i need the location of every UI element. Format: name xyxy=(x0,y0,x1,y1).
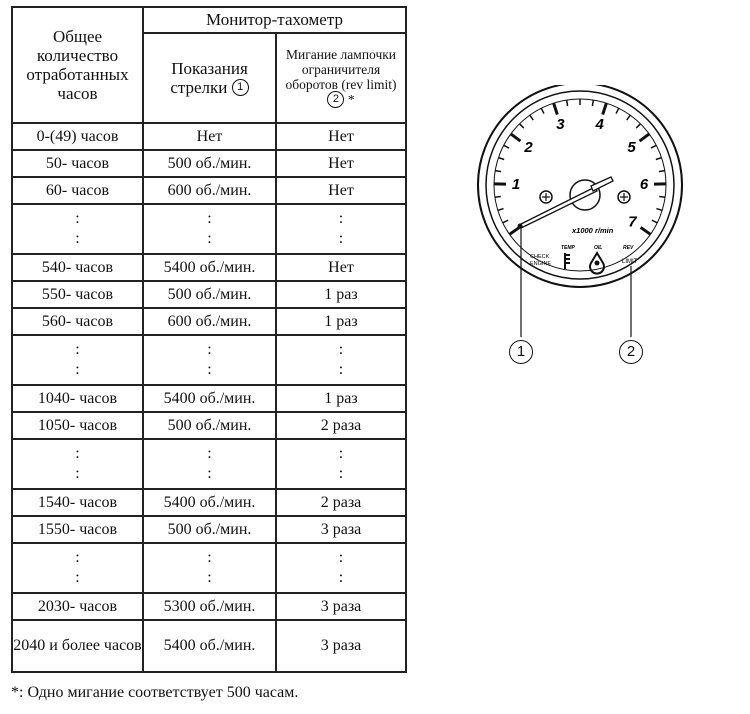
table-row xyxy=(12,620,406,672)
gauge-number: 1 xyxy=(511,176,521,194)
ellipsis-cell xyxy=(143,204,276,254)
footnote: *: Одно мигание соответствует 500 часам. xyxy=(11,684,299,701)
vertical-ellipsis: : xyxy=(338,465,344,482)
table-row xyxy=(12,516,406,543)
blink-count-cell: Нет xyxy=(276,177,406,204)
vertical-ellipsis: : xyxy=(75,569,80,586)
header-needle-reading xyxy=(143,33,276,123)
table-row xyxy=(12,204,406,254)
check-engine-label-line2: ENGINE xyxy=(530,261,552,267)
hours-cell: 50- часов xyxy=(12,150,143,177)
hours-cell: 1540- часов xyxy=(12,489,143,516)
tachometer-illustration xyxy=(460,85,700,375)
vertical-ellipsis: : xyxy=(338,569,344,586)
blink-count-cell: Нет xyxy=(276,123,406,150)
hours-cell: 540- часов xyxy=(12,254,143,281)
hours-cell: 1050- часов xyxy=(12,412,143,439)
header-needle-label: Показания стрелки xyxy=(170,58,248,97)
blink-count-cell: 3 раза xyxy=(276,516,406,543)
needle-reading-cell: 5400 об./мин. xyxy=(143,254,276,281)
table-row xyxy=(12,281,406,308)
table-row xyxy=(12,543,406,593)
ellipsis-cell xyxy=(143,543,276,593)
ellipsis-cell xyxy=(143,335,276,385)
callout-marker-1: 1 xyxy=(232,79,249,96)
table-row xyxy=(12,593,406,620)
vertical-ellipsis: : xyxy=(75,549,80,566)
oil-label: OIL xyxy=(594,245,603,251)
gauge-tick xyxy=(659,171,665,172)
needle-reading-cell: 500 об./мин. xyxy=(143,516,276,543)
header-blink-label: Мигание лампочки ограничителя оборотов (rev limit) xyxy=(285,46,397,92)
rev-label: REV xyxy=(623,245,634,251)
table-row xyxy=(12,385,406,412)
vertical-ellipsis: : xyxy=(338,445,344,462)
table-row xyxy=(12,439,406,489)
callout-2: 2 xyxy=(619,340,643,364)
vertical-ellipsis: : xyxy=(75,341,80,358)
vertical-ellipsis: : xyxy=(207,445,212,462)
gauge-tick xyxy=(495,171,501,172)
ellipsis-cell xyxy=(276,204,406,254)
blink-count-cell: 1 раз xyxy=(276,308,406,335)
vertical-ellipsis: : xyxy=(338,210,344,227)
needle-reading-cell: 600 об./мин. xyxy=(143,177,276,204)
vertical-ellipsis: : xyxy=(207,341,212,358)
needle-reading-cell: Нет xyxy=(143,123,276,150)
hours-cell: 1040- часов xyxy=(12,385,143,412)
needle-reading-cell: 5300 об./мин. xyxy=(143,593,276,620)
needle-tip xyxy=(518,224,523,229)
gauge-number: 6 xyxy=(639,176,649,194)
hours-cell: 1550- часов xyxy=(12,516,143,543)
vertical-ellipsis: : xyxy=(75,361,80,378)
needle-reading-cell: 500 об./мин. xyxy=(143,150,276,177)
temp-label: TEMP xyxy=(561,245,575,251)
table-row xyxy=(12,254,406,281)
table-row xyxy=(12,177,406,204)
vertical-ellipsis: : xyxy=(338,549,344,566)
gauge-tick xyxy=(592,100,593,106)
ellipsis-cell xyxy=(12,335,143,385)
header-total-hours: Общее количество отработанных часов xyxy=(12,7,143,123)
callout-1: 1 xyxy=(509,340,533,364)
blink-count-cell: 3 раза xyxy=(276,593,406,620)
gauge-number: 4 xyxy=(595,116,604,134)
gauge-unit-label: x1000 r/min xyxy=(572,226,614,235)
ellipsis-cell xyxy=(12,204,143,254)
table-row xyxy=(12,412,406,439)
vertical-ellipsis: : xyxy=(75,445,80,462)
vertical-ellipsis: : xyxy=(338,230,344,247)
ellipsis-cell xyxy=(12,439,143,489)
needle-reading-cell: 5400 об./мин. xyxy=(143,620,276,672)
gauge-number: 3 xyxy=(556,116,565,134)
hours-cell: 2030- часов xyxy=(12,593,143,620)
vertical-ellipsis: : xyxy=(207,230,212,247)
blink-count-cell: Нет xyxy=(276,150,406,177)
table-row xyxy=(12,308,406,335)
hours-cell: 0-(49) часов xyxy=(12,123,143,150)
oil-icon-dot xyxy=(595,261,600,266)
vertical-ellipsis: : xyxy=(338,341,344,358)
vertical-ellipsis: : xyxy=(207,465,212,482)
blink-count-cell: Нет xyxy=(276,254,406,281)
limit-label: LIMIT xyxy=(622,259,638,265)
table-row xyxy=(12,335,406,385)
gauge-number: 2 xyxy=(524,138,533,156)
header-rev-limit-blink xyxy=(276,33,406,123)
hours-cell: 2040 и более часов xyxy=(12,620,143,672)
vertical-ellipsis: : xyxy=(338,361,344,378)
needle-reading-cell: 500 об./мин. xyxy=(143,281,276,308)
ellipsis-cell xyxy=(276,543,406,593)
blink-count-cell: 3 раза xyxy=(276,620,406,672)
gauge-number: 5 xyxy=(627,138,636,156)
callout-marker-2: 2 xyxy=(327,91,344,108)
table-row xyxy=(12,123,406,150)
hours-cell: 550- часов xyxy=(12,281,143,308)
vertical-ellipsis: : xyxy=(75,230,80,247)
blink-count-cell: 1 раз xyxy=(276,385,406,412)
gauge-number: 7 xyxy=(628,213,637,231)
check-engine-label-line1: CHECK xyxy=(530,254,550,260)
needle-reading-cell: 5400 об./мин. xyxy=(143,385,276,412)
needle-reading-cell: 500 об./мин. xyxy=(143,412,276,439)
vertical-ellipsis: : xyxy=(207,569,212,586)
vertical-ellipsis: : xyxy=(207,549,212,566)
blink-count-cell: 2 раза xyxy=(276,489,406,516)
footnote-marker: * xyxy=(347,91,355,107)
ellipsis-cell xyxy=(143,439,276,489)
hours-cell: 560- часов xyxy=(12,308,143,335)
ellipsis-cell xyxy=(276,439,406,489)
needle-reading-cell: 600 об./мин. xyxy=(143,308,276,335)
vertical-ellipsis: : xyxy=(207,210,212,227)
hour-meter-table xyxy=(11,6,407,673)
blink-count-cell: 2 раза xyxy=(276,412,406,439)
needle-reading-cell: 5400 об./мин. xyxy=(143,489,276,516)
table-row xyxy=(12,489,406,516)
vertical-ellipsis: : xyxy=(75,465,80,482)
gauge-tick xyxy=(495,196,501,197)
vertical-ellipsis: : xyxy=(75,210,80,227)
gauge-tick xyxy=(659,196,665,197)
header-monitor-tachometer: Монитор-тахометр xyxy=(143,7,406,33)
blink-count-cell: 1 раз xyxy=(276,281,406,308)
vertical-ellipsis: : xyxy=(207,361,212,378)
ellipsis-cell xyxy=(12,543,143,593)
hours-cell: 60- часов xyxy=(12,177,143,204)
gauge-tick xyxy=(567,100,568,106)
table-row xyxy=(12,150,406,177)
ellipsis-cell xyxy=(276,335,406,385)
